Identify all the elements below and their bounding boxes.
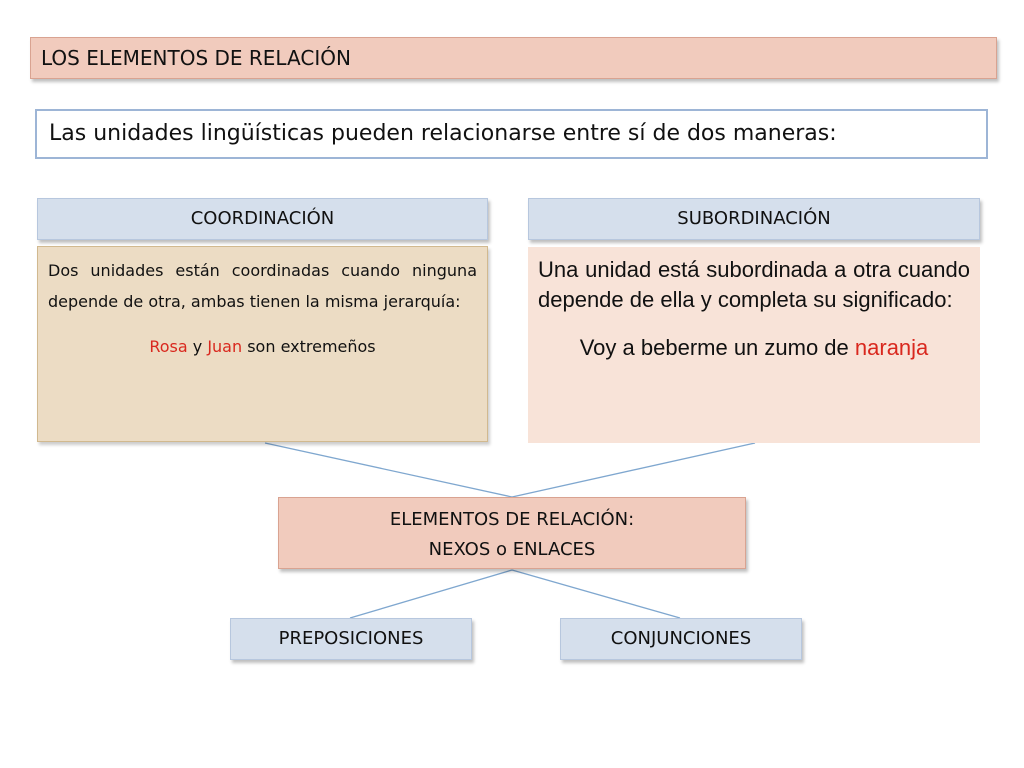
intro-statement: Las unidades lingüísticas pueden relacionarse entre sí de dos maneras: bbox=[35, 109, 988, 159]
prepositions-box: PREPOSICIONES bbox=[230, 618, 472, 660]
coordination-description-box bbox=[37, 246, 488, 442]
subordination-example-text: Voy a beberme un zumo de bbox=[579, 335, 855, 360]
subordination-description: Una unidad está subordinada a otra cuando depende de ella y completa su significado: bbox=[538, 257, 970, 312]
conjunctions-box: CONJUNCIONES bbox=[560, 618, 802, 660]
example-word-rosa: Rosa bbox=[149, 337, 188, 356]
relation-title: ELEMENTOS DE RELACIÓN: bbox=[389, 509, 635, 530]
coordination-example bbox=[48, 331, 477, 362]
coordination-label: COORDINACIÓN bbox=[37, 198, 488, 240]
coordination-description: Dos unidades están coordinadas cuando ninguna depende de otra, ambas tienen la misma jerarquía: bbox=[48, 261, 477, 311]
subordination-example bbox=[538, 333, 970, 363]
example-word-naranja: naranja bbox=[854, 335, 929, 360]
example-word-juan: Juan bbox=[207, 337, 243, 356]
line-relation-to-conjunctions bbox=[512, 570, 680, 618]
slide-title: LOS ELEMENTOS DE RELACIÓN bbox=[30, 37, 997, 79]
line-relation-to-prepositions bbox=[350, 570, 512, 618]
relation-elements-box bbox=[278, 497, 746, 569]
example-connector-y: y bbox=[187, 337, 208, 356]
relation-subtitle: NEXOS o ENLACES bbox=[428, 539, 596, 560]
example-rest: son extremeños bbox=[242, 337, 376, 356]
subordination-label: SUBORDINACIÓN bbox=[528, 198, 980, 240]
subordination-description-box bbox=[528, 247, 980, 443]
line-coordination-to-relation bbox=[265, 443, 512, 497]
line-subordination-to-relation bbox=[512, 443, 755, 497]
